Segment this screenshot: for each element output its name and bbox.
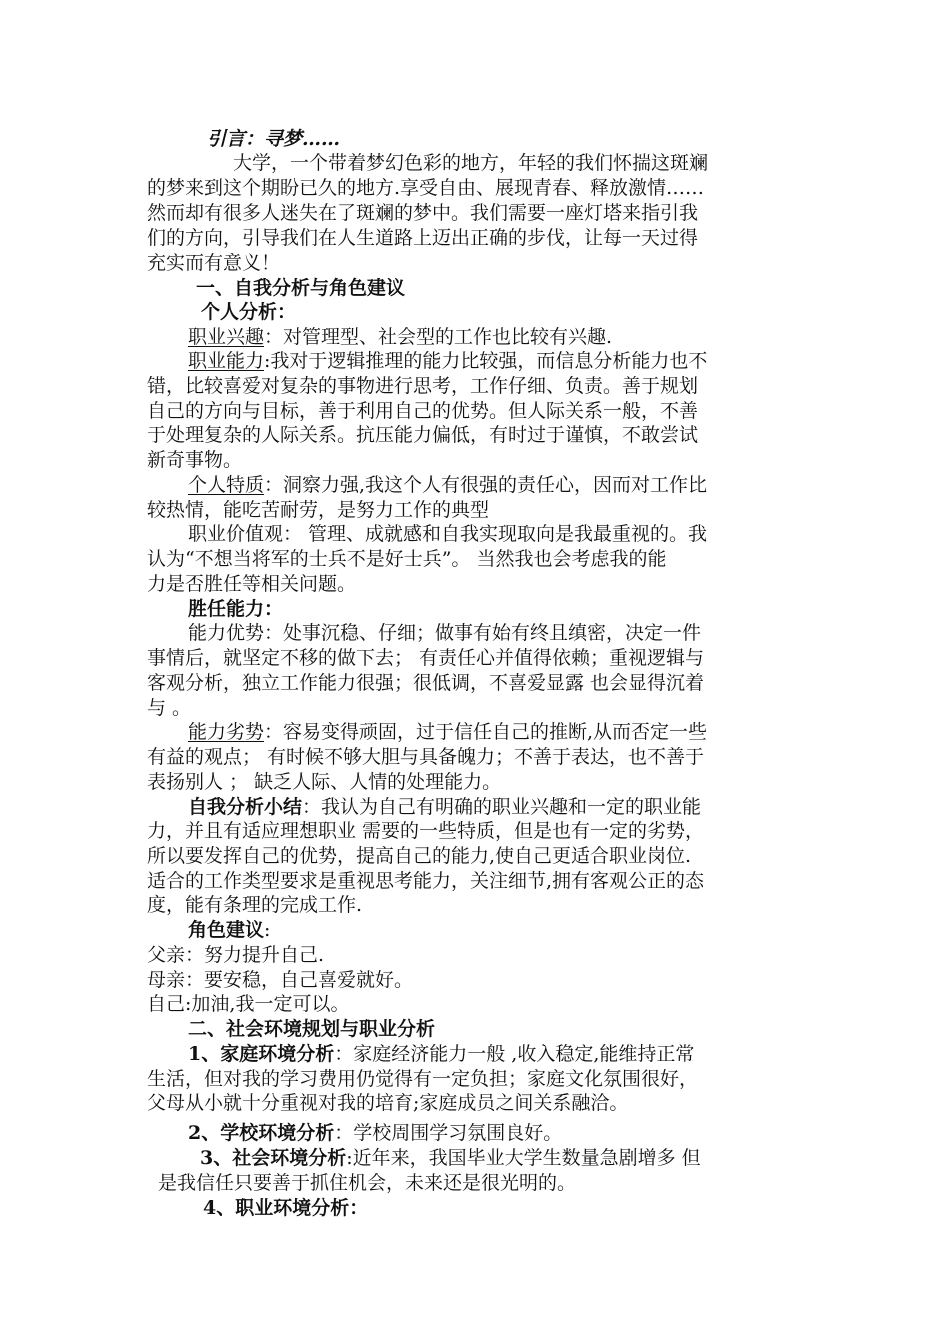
role-item: 自己:加油,我一定可以。 (147, 993, 350, 1015)
section-heading: 二、社会环境规划与职业分析 (188, 1018, 436, 1040)
trait-paragraph (188, 473, 707, 497)
strength-line: 与 。 (147, 697, 192, 719)
school-text: ：学校周围学习氛围良好。 (334, 1122, 563, 1144)
ability-label: 职业能力 (188, 350, 265, 372)
family-label: 1、家庭环境分析 (188, 1043, 335, 1065)
role-item: 母亲：要安稳，自己喜爱就好。 (147, 969, 414, 991)
family-line: 父母从小就十分重视对我的培育;家庭成员之间关系融洽。 (147, 1092, 629, 1114)
strength-line: 客观分析，独立工作能力很强；很低调，不喜爱显露 也会显得沉着 (147, 672, 705, 694)
subsection-heading: 个人分析： (201, 301, 297, 323)
intro-line: 然而却有很多人迷失在了斑斓的梦中。我们需要一座灯塔来指引我 (147, 202, 699, 224)
ability-line: 错，比较喜爱对复杂的事物进行思考，工作仔细、负责。善于规划 (147, 375, 699, 397)
roles-heading (188, 918, 270, 942)
social-line: 是我信任只要善于抓住机会，未来还是很光明的。 (158, 1172, 577, 1194)
family-text: ：家庭经济能力一般 ,收入稳定,能维持正常 (334, 1043, 695, 1065)
strength-line: 事情后，就坚定不移的做下去； 有责任心并值得依赖；重视逻辑与 (147, 647, 705, 669)
intro-line: 大学，一个带着梦幻色彩的地方，年轻的我们怀揣这斑斓 (233, 152, 709, 174)
trait-line: 较热情，能吃苦耐劳，是努力工作的典型 (147, 499, 490, 521)
summary-text: ：我认为自己有明确的职业兴趣和一定的职业能 (302, 796, 702, 818)
roles-heading-text: 角色建议 (188, 919, 265, 941)
interest-text: ：对管理型、社会型的工作也比较有兴趣. (264, 326, 613, 348)
values-line: 职业价值观： 管理、成就感和自我实现取向是我最重视的。我 (188, 523, 708, 545)
summary-paragraph (188, 795, 701, 819)
weakness-line: 表扬别人 ； 缺乏人际、人情的处理能力。 (147, 771, 502, 793)
family-line: 生活，但对我的学习费用仍觉得有一定负担；家庭文化氛围很好， (147, 1068, 699, 1090)
summary-line: 度，能有条理的完成工作. (147, 894, 363, 916)
trait-text: ：洞察力强,我这个人有很强的责任心，因而对工作比 (264, 474, 708, 496)
summary-line: 力，并且有适应理想职业 需要的一些特质，但是也有一定的劣势， (147, 820, 705, 842)
role-item: 父亲：努力提升自己. (147, 944, 325, 966)
intro-title: 引言：寻梦…… (207, 128, 341, 150)
summary-line: 所以要发挥自己的优势，提高自己的能力,使自己更适合职业岗位. (147, 845, 692, 867)
weakness-paragraph (188, 720, 707, 744)
values-line: 力是否胜任等相关问题。 (147, 573, 357, 595)
intro-line: 充实而有意义！ (147, 252, 281, 274)
weakness-line: 有益的观点； 有时候不够大胆与具备魄力；不善于表达，也不善于 (147, 746, 705, 768)
ability-line: 新奇事物。 (147, 449, 243, 471)
social-paragraph (200, 1146, 701, 1170)
ability-paragraph (188, 349, 707, 373)
ability-text: :我对于逻辑推理的能力比较强，而信息分析能力也不 (264, 350, 708, 372)
ability-line: 自己的方向与目标，善于利用自己的优势。但人际关系一般，不善 (147, 400, 699, 422)
subsection-heading: 胜任能力： (188, 598, 284, 620)
school-label: 2、学校环境分析 (188, 1122, 335, 1144)
career-heading: 4、职业环境分析： (203, 1197, 369, 1219)
interest-paragraph (188, 325, 612, 349)
family-paragraph (188, 1042, 694, 1066)
social-text: :近年来，我国毕业大学生数量急剧增多 但 (346, 1147, 701, 1169)
weakness-text: ：容易变得顽固，过于信任自己的推断,从而否定一些 (264, 721, 708, 743)
interest-label: 职业兴趣 (188, 326, 265, 348)
social-label: 3、社会环境分析 (200, 1147, 347, 1169)
weakness-label: 能力劣势 (188, 721, 265, 743)
school-paragraph (188, 1121, 562, 1145)
roles-heading-colon: : (264, 919, 271, 941)
section-heading: 一、自我分析与角色建议 (196, 277, 406, 299)
ability-line: 于处理复杂的人际关系。抗压能力偏低，有时过于谨慎，不敢尝试 (147, 424, 699, 446)
values-line: 认为“不想当将军的士兵不是好士兵”。 当然我也会考虑我的能 (147, 548, 667, 570)
intro-line: 的梦来到这个期盼已久的地方.享受自由、展现青春、释放激情…… (147, 177, 705, 199)
strength-line: 能力优势：处事沉稳、仔细；做事有始有终且缜密，决定一件 (188, 622, 702, 644)
summary-label: 自我分析小结 (188, 796, 303, 818)
summary-line: 适合的工作类型要求是重视思考能力，关注细节,拥有客观公正的态 (147, 870, 705, 892)
trait-label: 个人特质 (188, 474, 265, 496)
intro-line: 们的方向，引导我们在人生道路上迈出正确的步伐，让每一天过得 (147, 227, 699, 249)
